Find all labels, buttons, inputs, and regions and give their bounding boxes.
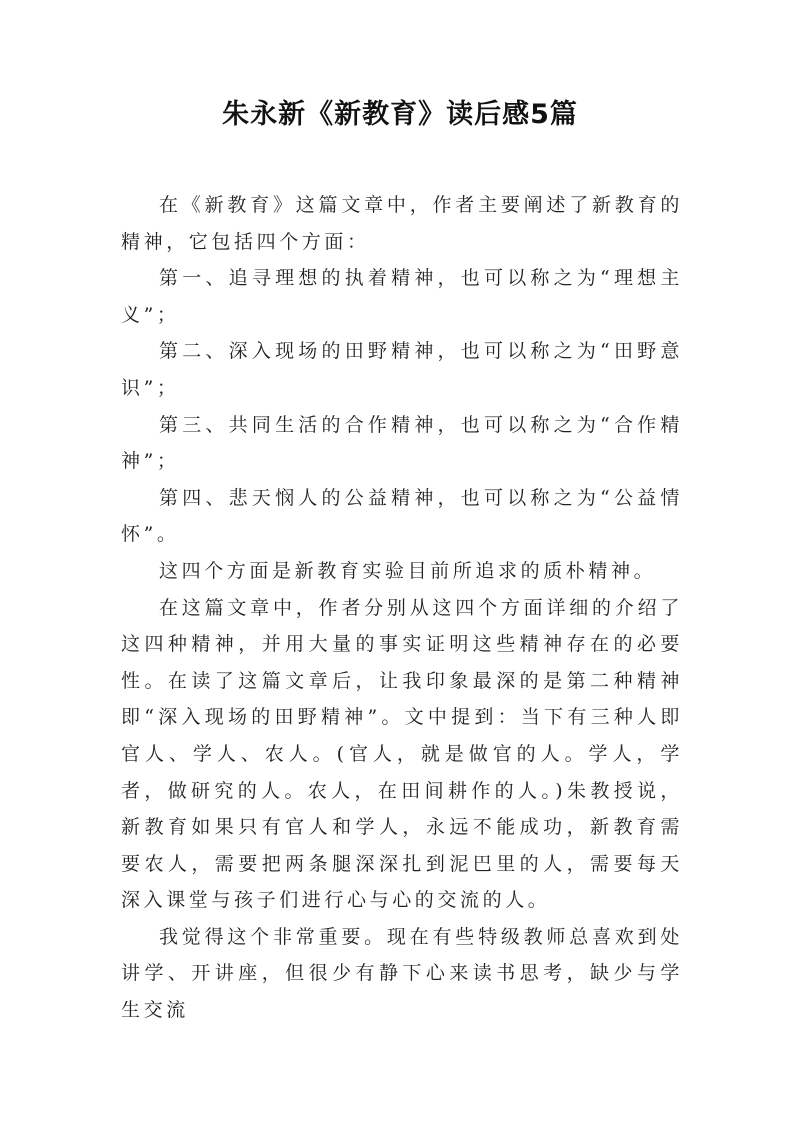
paragraph: 第四、悲天悯人的公益精神，也可以称之为“公益情怀”。 [121, 486, 683, 546]
paragraph: 第二、深入现场的田野精神，也可以称之为“田野意识”； [121, 340, 683, 399]
paragraph: 我觉得这个非常重要。现在有些特级教师总喜欢到处讲学、开讲座，但很少有静下心来读书思考，缺少与学生交流 [121, 925, 683, 1022]
paragraph: 第三、共同生活的合作精神，也可以称之为“合作精神”； [121, 413, 683, 473]
document-body [121, 187, 683, 1029]
paragraph: 在《新教育》这篇文章中，作者主要阐述了新教育的精神，它包括四个方面： [121, 194, 683, 253]
paragraph: 在这篇文章中，作者分别从这四个方面详细的介绍了这四种精神，并用大量的事实证明这些精神存在的必要性。在读了这篇文章后，让我印象最深的是第二种精神即“深入现场的田野精神”。文中提到：当下有三种人即官人、学人、农人。(官人，就是做官的人。学人，学者，做研究的人。农人，在田间耕作的人。)朱教授说，新教育如果只有官人和学人，永远不能成功，新教育需要农人，需要把两条腿深深扎到泥巴里的人，需要每天深入课堂与孩子们进行心与心的交流的人。 [121, 596, 683, 912]
document-title: 朱永新《新教育》读后感5篇 [222, 99, 578, 130]
paragraph: 这四个方面是新教育实验目前所追求的质朴精神。 [159, 559, 657, 582]
paragraph: 第一、追寻理想的执着精神，也可以称之为“理想主义”； [121, 267, 683, 326]
